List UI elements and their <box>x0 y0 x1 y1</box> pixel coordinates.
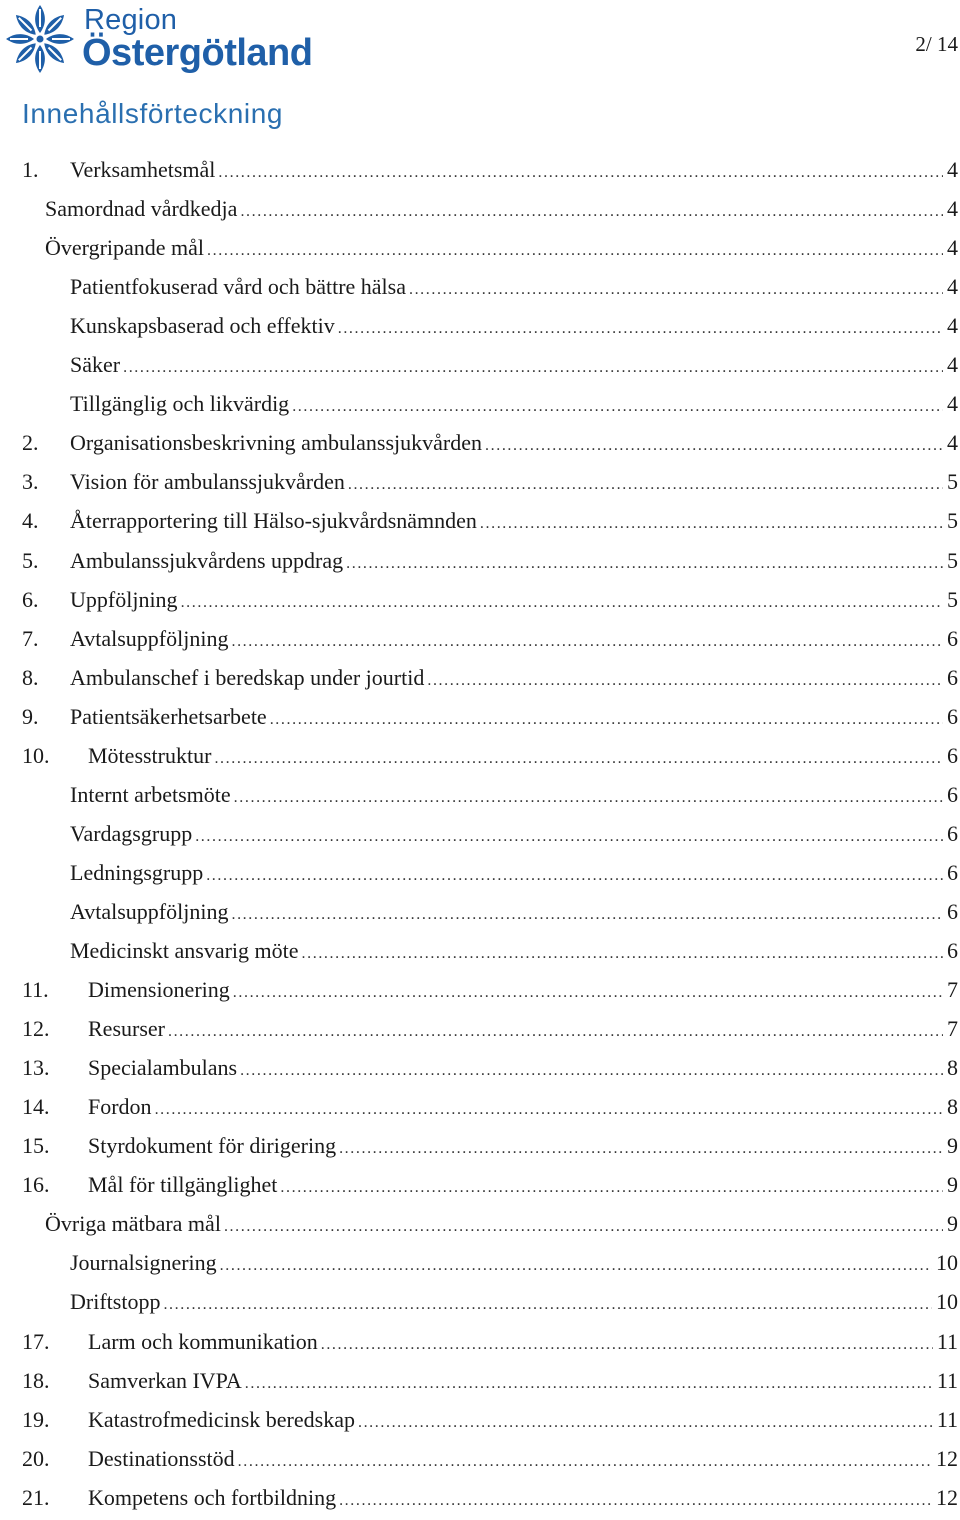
toc-entry[interactable] <box>0 697 960 736</box>
toc-entry[interactable] <box>0 814 960 853</box>
toc-entry-title: Resurser <box>88 1016 165 1042</box>
toc-entry-title: Vardagsgrupp <box>70 820 193 846</box>
toc-entry-number: 7. <box>22 625 39 651</box>
toc-entry-title: Avtalsuppföljning <box>70 898 229 924</box>
toc-dot-leader <box>214 739 943 778</box>
toc-dot-leader <box>181 583 943 622</box>
toc-entry-number: 14. <box>22 1094 50 1120</box>
toc-entry[interactable] <box>0 384 960 423</box>
toc-entry[interactable] <box>0 462 960 501</box>
toc-entry-number: 16. <box>22 1172 50 1198</box>
toc-entry-page: 6 <box>947 781 958 807</box>
toc-entry[interactable] <box>0 1165 960 1204</box>
toc-entry-title: Patientsäkerhetsarbete <box>70 703 267 729</box>
toc-dot-leader <box>358 1403 933 1442</box>
toc-dot-leader <box>155 1090 943 1129</box>
toc-entry-title: Destinationsstöd <box>88 1445 235 1471</box>
toc-dot-leader <box>123 348 943 387</box>
toc-entry[interactable] <box>0 541 960 580</box>
toc-entry-page: 5 <box>947 508 958 534</box>
toc-entry-title: Journalsignering <box>70 1250 217 1276</box>
toc-entry-page: 9 <box>947 1211 958 1237</box>
toc-entry[interactable] <box>0 423 960 462</box>
toc-entry-number: 15. <box>22 1133 50 1159</box>
toc-heading: Innehållsförteckning <box>22 98 284 129</box>
toc-entry[interactable] <box>0 1048 960 1087</box>
toc-entry[interactable] <box>0 189 960 228</box>
toc-entry-page: 11 <box>936 1328 958 1354</box>
page-indicator: 2/ 14 <box>915 32 958 56</box>
toc-entry-number: 3. <box>22 469 39 495</box>
toc-entry-page: 4 <box>947 196 958 222</box>
toc-entry-page: 8 <box>947 1094 958 1120</box>
toc-dot-leader <box>240 192 943 231</box>
toc-entry-page: 11 <box>936 1406 958 1432</box>
toc-entry-number: 17. <box>22 1328 50 1354</box>
toc-entry-number: 19. <box>22 1406 50 1432</box>
toc-dot-leader <box>302 934 943 973</box>
toc-entry-title: Vision för ambulanssjukvården <box>70 469 345 495</box>
toc-entry-number: 12. <box>22 1016 50 1042</box>
toc-entry-title: Övriga mätbara mål <box>45 1211 221 1237</box>
toc-entry-page: 12 <box>936 1445 958 1471</box>
toc-entry-page: 4 <box>947 235 958 261</box>
toc-entry-page: 6 <box>947 742 958 768</box>
toc-entry-title: Mötesstruktur <box>88 742 212 768</box>
toc-entry-page: 5 <box>947 469 958 495</box>
toc-dot-leader <box>195 817 943 856</box>
toc-entry-page: 12 <box>936 1484 958 1510</box>
toc-entry-page: 9 <box>947 1133 958 1159</box>
toc-entry-page: 11 <box>936 1367 958 1393</box>
toc-entry-page: 4 <box>947 352 958 378</box>
toc-entry[interactable] <box>0 345 960 384</box>
toc-entry[interactable] <box>0 892 960 931</box>
toc-entry-number: 2. <box>22 430 39 456</box>
toc-entry-page: 6 <box>947 859 958 885</box>
toc-entry-title: Medicinskt ansvarig möte <box>70 938 299 963</box>
toc-dot-leader <box>339 1481 932 1520</box>
toc-entry[interactable] <box>0 228 960 267</box>
toc-entry[interactable] <box>0 1087 960 1126</box>
toc-entry-title: Katastrofmedicinsk beredskap <box>88 1406 355 1432</box>
toc-dot-leader <box>409 270 943 309</box>
toc-entry[interactable] <box>0 267 960 306</box>
toc-entry-title: Fordon <box>88 1094 152 1120</box>
toc-dot-leader <box>245 1364 933 1403</box>
toc-entry-title: Ledningsgrupp <box>70 859 204 885</box>
toc-entry-number: 10. <box>22 742 50 768</box>
flower-emblem-icon <box>2 2 78 76</box>
toc-dot-leader <box>220 1246 932 1285</box>
logo-text-region: Region <box>84 4 178 36</box>
toc-entry-page: 5 <box>947 547 958 573</box>
toc-entry[interactable] <box>0 658 960 697</box>
toc-entry-title: Internt arbetsmöte <box>70 781 231 807</box>
toc-entry-title: Säker <box>70 352 121 378</box>
toc-entry-page: 6 <box>947 664 958 690</box>
toc-entry-number: 18. <box>22 1367 50 1393</box>
toc-entry[interactable] <box>0 1361 960 1400</box>
toc-dot-leader <box>348 465 943 504</box>
toc-entry-page: 4 <box>947 391 958 417</box>
toc-dot-leader <box>231 895 943 934</box>
toc-entry-title: Organisationsbeskrivning ambulanssjukvården <box>70 430 483 456</box>
toc-entry[interactable] <box>0 970 960 1009</box>
toc-entry-number: 21. <box>22 1484 50 1510</box>
toc-entry-title: Verksamhetsmål <box>70 157 216 182</box>
toc-dot-leader <box>231 622 943 661</box>
toc-entry[interactable] <box>0 1400 960 1439</box>
toc-entry-page: 7 <box>947 977 958 1003</box>
toc-entry-title: Kunskapsbaserad och effektiv <box>70 313 335 339</box>
toc-entry[interactable] <box>0 150 960 189</box>
toc-dot-leader <box>292 387 943 426</box>
region-ostergotland-logo <box>2 2 312 76</box>
toc-entry[interactable] <box>0 501 960 540</box>
toc-dot-leader <box>163 1285 932 1324</box>
toc-entry-number: 5. <box>22 547 39 573</box>
toc-entry-title: Samverkan IVPA <box>88 1367 242 1393</box>
toc-entry[interactable] <box>0 1282 960 1321</box>
toc-entry[interactable] <box>0 1204 960 1243</box>
toc-entry-title: Övergripande mål <box>45 235 205 261</box>
toc-entry[interactable] <box>0 931 960 970</box>
toc-entry[interactable] <box>0 775 960 814</box>
toc-entry-page: 4 <box>947 313 958 339</box>
toc-entry[interactable] <box>0 1009 960 1048</box>
toc-dot-leader <box>207 231 943 270</box>
toc-entry-page: 7 <box>947 1016 958 1042</box>
toc-entry-number: 6. <box>22 586 39 612</box>
toc-entry[interactable] <box>0 619 960 658</box>
toc-dot-leader <box>485 426 943 465</box>
toc-entry-title: Återrapportering till Hälso-sjukvårdsnämnden <box>70 508 477 534</box>
toc-dot-leader <box>238 1442 932 1481</box>
toc-dot-leader <box>480 504 943 543</box>
toc-dot-leader <box>224 1207 943 1246</box>
toc-entry-title: Ambulanssjukvårdens uppdrag <box>70 547 344 573</box>
toc-entry-title: Avtalsuppföljning <box>70 625 229 651</box>
toc-entry-page: 4 <box>947 157 958 182</box>
toc-entry[interactable] <box>0 580 960 619</box>
toc-entry-page: 10 <box>936 1250 958 1276</box>
toc-entry-page: 6 <box>947 703 958 729</box>
toc-dot-leader <box>206 856 943 895</box>
toc-entry[interactable] <box>0 1243 960 1282</box>
logo-text-ostergotland: Östergötland <box>82 32 313 74</box>
toc-entry-page: 8 <box>947 1055 958 1081</box>
toc-entry[interactable] <box>0 1478 960 1517</box>
toc-dot-leader <box>233 973 943 1012</box>
toc-entry-title: Patientfokuserad vård och bättre hälsa <box>70 274 406 300</box>
toc-entry-page: 6 <box>947 625 958 651</box>
toc-entry-title: Samordnad vårdkedja <box>45 196 238 222</box>
toc-entry-title: Larm och kommunikation <box>88 1328 318 1354</box>
toc-dot-leader <box>338 309 943 348</box>
toc-entry-page: 6 <box>947 820 958 846</box>
toc-dot-leader <box>218 153 943 192</box>
toc-entry-title: Uppföljning <box>70 586 178 612</box>
toc-entry-page: 6 <box>947 938 958 963</box>
toc-dot-leader <box>427 661 943 700</box>
toc-entry[interactable] <box>0 853 960 892</box>
toc-entry[interactable] <box>0 736 960 775</box>
toc-entry-title: Styrdokument för dirigering <box>88 1133 337 1159</box>
toc-dot-leader <box>339 1129 943 1168</box>
toc-entry-page: 4 <box>947 430 958 456</box>
toc-dot-leader <box>280 1168 943 1207</box>
toc-entry[interactable] <box>0 1322 960 1361</box>
toc-entry-number: 20. <box>22 1445 50 1471</box>
toc-entry-title: Ambulanschef i beredskap under jourtid <box>70 664 425 690</box>
toc-dot-leader <box>346 544 943 583</box>
toc-entry-title: Dimensionering <box>88 977 230 1003</box>
toc-dot-leader <box>234 778 943 817</box>
toc-entry-title: Driftstopp <box>70 1289 161 1315</box>
toc-dot-leader <box>270 700 943 739</box>
toc-dot-leader <box>321 1325 933 1364</box>
toc-entry-number: 9. <box>22 703 39 729</box>
toc-entry-number: 11. <box>22 977 49 1003</box>
toc-entry-page: 4 <box>947 274 958 300</box>
toc-dot-leader <box>240 1051 943 1090</box>
toc-entry-page: 10 <box>936 1289 958 1315</box>
toc-entry[interactable] <box>0 306 960 345</box>
toc-entry-number: 13. <box>22 1055 50 1081</box>
toc-entry-title: Tillgänglig och likvärdig <box>70 391 290 417</box>
toc-entry-page: 9 <box>947 1172 958 1198</box>
toc-entry[interactable] <box>0 1126 960 1165</box>
toc-entry-title: Kompetens och fortbildning <box>88 1484 337 1510</box>
toc-entry[interactable] <box>0 1439 960 1478</box>
toc-entry-number: 8. <box>22 664 39 690</box>
toc-entry-page: 6 <box>947 898 958 924</box>
toc-entry-number: 4. <box>22 508 39 534</box>
toc-entry-page: 5 <box>947 586 958 612</box>
toc-entry-number: 1. <box>22 157 39 182</box>
toc-entry-title: Mål för tillgänglighet <box>88 1172 278 1198</box>
toc-dot-leader <box>168 1012 943 1051</box>
toc-entry-title: Specialambulans <box>88 1055 238 1081</box>
